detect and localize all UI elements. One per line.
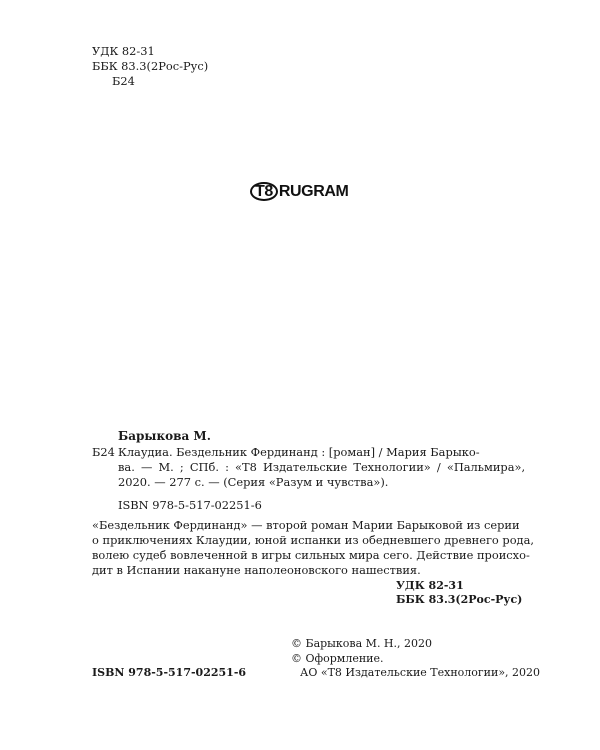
isbn-entry: ISBN 978-5-517-02251-6: [118, 498, 262, 512]
udk-code: УДК 82-31: [396, 579, 464, 592]
annotation: [92, 518, 534, 578]
isbn-bottom: ISBN 978-5-517-02251-6: [92, 666, 247, 679]
bbk-code: ББК 83.3(2Рос-Рус): [396, 593, 523, 606]
copyright-publisher: АО «Т8 Издательские Технологии», 2020: [300, 666, 541, 679]
logo-name: RUGRAM: [278, 183, 349, 200]
author-name: Барыкова М.: [118, 429, 211, 443]
description-line: ва. — М. ; СПб. : «Т8 Издательские Технологии» / «Пальмира»,: [118, 460, 526, 474]
annotation-line: волею судеб вовлеченной в игры сильных мира сего. Действие происхо-: [92, 548, 530, 562]
udk-code-top: УДК 82-31: [92, 44, 155, 58]
copyright-design: © Оформление.: [291, 652, 384, 665]
annotation-line: дит в Испании накануне наполеоновского нашествия.: [92, 563, 421, 577]
publisher-logo: [250, 182, 348, 201]
annotation-line: «Бездельник Фердинанд» — второй роман Марии Барыковой из серии: [92, 518, 520, 532]
bibliographic-description: [118, 445, 526, 490]
description-line: 2020. — 277 с. — (Серия «Разум и чувства»).: [118, 475, 389, 489]
copyright-author: © Барыкова М. Н., 2020: [291, 637, 433, 650]
annotation-line: о приключениях Клаудии, юной испанки из обедневшего древнего рода,: [92, 533, 534, 547]
author-code-top: Б24: [112, 74, 135, 88]
bbk-code-top: ББК 83.3(2Рос-Рус): [92, 59, 209, 73]
author-code: Б24: [92, 445, 115, 459]
logo-mark: T8: [250, 182, 278, 201]
description-line: Клаудиа. Бездельник Фердинанд : [роман] / Мария Барыко-: [118, 445, 480, 459]
